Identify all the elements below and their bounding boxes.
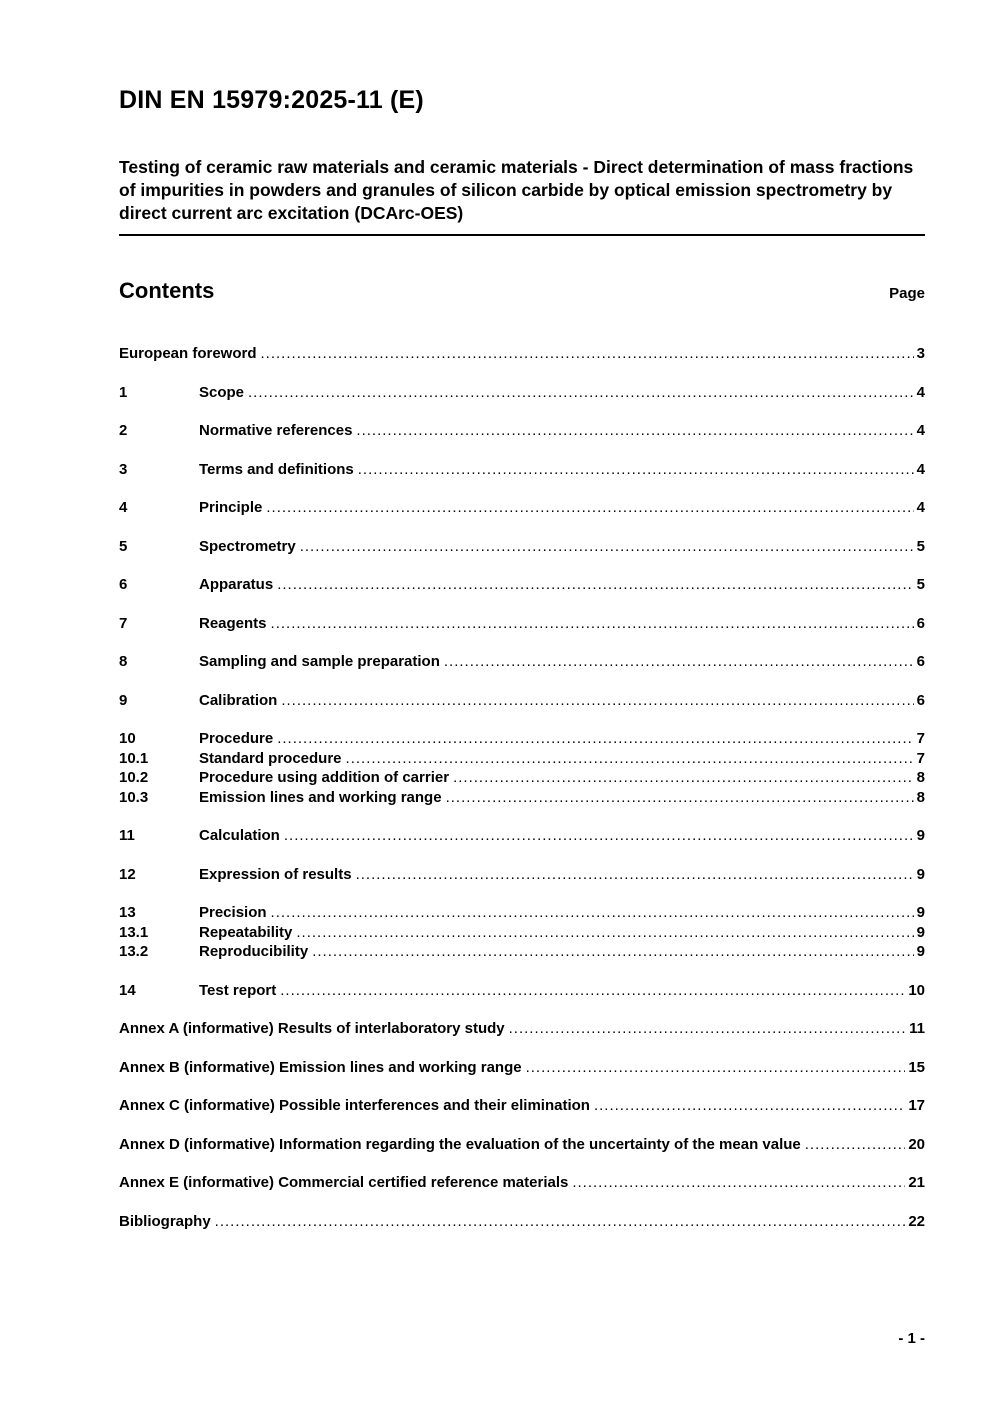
toc-entry-label: Annex D (informative) Information regarding the evaluation of the uncertainty of the mean value (119, 1135, 801, 1153)
toc-dot-leader (248, 383, 914, 403)
toc-entry (119, 614, 925, 634)
toc-entry (119, 729, 925, 749)
toc-entry-label: Reagents (199, 614, 267, 632)
toc-group (119, 575, 925, 595)
toc-entry-label: Bibliography (119, 1212, 211, 1230)
document-subtitle: Testing of ceramic raw materials and ceramic materials - Direct determination of mass fractions of impurities in powders and granules of silicon carbide by optical emission spectrometry by direct current arc excitation (DCArc-OES) (119, 156, 925, 236)
toc-entry-label: Procedure using addition of carrier (199, 769, 450, 786)
toc-group (119, 421, 925, 441)
toc-entry (119, 1135, 925, 1155)
toc-entry-page: 4 (916, 460, 925, 478)
toc-group (119, 1173, 925, 1193)
page-column-label: Page (889, 285, 925, 302)
toc-entry (119, 768, 925, 788)
toc-entry-number: 2 (119, 422, 128, 439)
contents-header (119, 278, 925, 304)
toc-dot-leader (526, 1058, 906, 1078)
toc-entry-page: 4 (916, 383, 925, 401)
toc-group (119, 614, 925, 634)
toc-dot-leader (444, 652, 914, 672)
toc-entry (119, 788, 925, 808)
toc-dot-leader (453, 768, 914, 788)
toc-entry-number: 3 (119, 460, 128, 478)
toc-dot-leader (509, 1019, 907, 1039)
toc-dot-leader (446, 788, 914, 808)
toc-entry-label: Annex C (informative) Possible interferences and their elimination (119, 1097, 590, 1114)
toc-entry-label: Test report (199, 981, 277, 999)
toc-entry-page: 6 (916, 614, 925, 632)
toc-entry-page: 8 (916, 769, 925, 786)
toc-entry-number: 9 (119, 691, 128, 709)
page-footer: - 1 - (898, 1330, 925, 1347)
toc-entry (119, 981, 925, 1001)
toc-group (119, 865, 925, 885)
toc-entry (119, 652, 925, 672)
toc-dot-leader (266, 498, 913, 518)
toc-entry (119, 460, 925, 480)
toc-group (119, 460, 925, 480)
toc-entry-label: Annex E (informative) Commercial certified reference materials (119, 1174, 569, 1191)
toc-entry (119, 903, 925, 923)
toc-group (119, 1058, 925, 1078)
toc-entry-number: 6 (119, 576, 128, 593)
toc-entry-label: Procedure (199, 730, 274, 747)
toc-entry-page: 10 (908, 981, 925, 999)
toc-entry (119, 1058, 925, 1078)
toc-entry-label: Calculation (199, 827, 280, 844)
toc-entry (119, 826, 925, 846)
toc-entry-number: 13.2 (119, 943, 149, 960)
toc-entry-label: Scope (199, 383, 245, 401)
toc-dot-leader (356, 421, 913, 441)
toc-dot-leader (358, 460, 914, 480)
toc-group (119, 537, 925, 557)
toc-entry-label: Expression of results (199, 865, 352, 883)
toc-entry-label: Reproducibility (199, 943, 309, 960)
toc-entry (119, 421, 925, 441)
toc-entry-label: Standard procedure (199, 749, 342, 767)
toc-entry-page: 4 (916, 422, 925, 439)
toc-entry (119, 749, 925, 769)
toc-entry-label: Annex B (informative) Emission lines and working range (119, 1058, 522, 1076)
toc-entry-page: 15 (908, 1058, 925, 1076)
toc-entry-number: 7 (119, 614, 128, 632)
toc-dot-leader (271, 614, 914, 634)
toc-dot-leader (215, 1212, 906, 1232)
toc-entry-number: 11 (119, 827, 135, 844)
toc-entry-page: 5 (916, 576, 925, 593)
toc-entry-page: 9 (916, 923, 925, 941)
toc-dot-leader (280, 981, 905, 1001)
toc-entry-page: 3 (916, 345, 925, 362)
toc-group (119, 344, 925, 364)
toc-entry (119, 1212, 925, 1232)
table-of-contents (119, 344, 925, 1231)
toc-dot-leader (296, 923, 913, 943)
toc-group (119, 1019, 925, 1039)
toc-entry-page: 20 (908, 1135, 925, 1153)
toc-entry-label: Normative references (199, 422, 353, 439)
toc-entry-page: 4 (916, 499, 925, 516)
toc-entry-number: 13.1 (119, 923, 149, 941)
toc-dot-leader (261, 344, 914, 364)
toc-entry-page: 9 (916, 943, 925, 960)
toc-entry-page: 22 (908, 1212, 925, 1230)
toc-entry-number: 10.3 (119, 788, 149, 806)
toc-entry-label: Calibration (199, 691, 278, 709)
toc-entry-label: Sampling and sample preparation (199, 653, 440, 670)
toc-group (119, 1096, 925, 1116)
toc-dot-leader (356, 865, 914, 885)
toc-entry (119, 1173, 925, 1193)
toc-group (119, 498, 925, 518)
toc-entry-page: 9 (916, 904, 925, 921)
document-title: DIN EN 15979:2025-11 (E) (119, 86, 424, 114)
toc-dot-leader (594, 1096, 905, 1116)
contents-heading: Contents (119, 278, 215, 303)
toc-dot-leader (271, 903, 914, 923)
toc-group (119, 383, 925, 403)
toc-entry (119, 865, 925, 885)
toc-entry-page: 5 (916, 537, 925, 555)
toc-dot-leader (312, 942, 913, 962)
toc-group (119, 826, 925, 846)
toc-entry-label: Apparatus (199, 576, 274, 593)
toc-entry-number: 10.2 (119, 769, 149, 786)
toc-entry-page: 11 (909, 1020, 925, 1037)
toc-entry-label: Spectrometry (199, 537, 296, 555)
toc-entry-page: 9 (916, 865, 925, 883)
toc-entry-page: 7 (916, 730, 925, 747)
toc-entry-label: Repeatability (199, 923, 293, 941)
toc-entry (119, 575, 925, 595)
toc-dot-leader (300, 537, 914, 557)
toc-entry (119, 923, 925, 943)
toc-group (119, 729, 925, 807)
toc-entry-label: Precision (199, 904, 267, 921)
toc-group (119, 981, 925, 1001)
toc-entry-number: 5 (119, 537, 128, 555)
toc-group (119, 652, 925, 672)
toc-entry (119, 498, 925, 518)
toc-entry (119, 344, 925, 364)
toc-dot-leader (281, 691, 913, 711)
toc-dot-leader (284, 826, 914, 846)
toc-dot-leader (346, 749, 914, 769)
toc-entry-number: 4 (119, 499, 128, 516)
toc-entry-page: 7 (916, 749, 925, 767)
toc-entry-page: 21 (908, 1174, 925, 1191)
toc-entry-label: Principle (199, 499, 263, 516)
toc-entry-number: 1 (119, 383, 128, 401)
toc-entry (119, 383, 925, 403)
toc-entry (119, 1096, 925, 1116)
toc-entry-page: 6 (916, 691, 925, 709)
toc-entry-page: 9 (916, 827, 925, 844)
toc-dot-leader (572, 1173, 905, 1193)
toc-entry (119, 691, 925, 711)
toc-group (119, 903, 925, 962)
toc-entry-number: 13 (119, 904, 136, 921)
toc-entry-number: 8 (119, 653, 128, 670)
toc-entry-page: 17 (908, 1097, 925, 1114)
toc-entry-number: 10.1 (119, 749, 149, 767)
toc-group (119, 1212, 925, 1232)
toc-group (119, 1135, 925, 1155)
toc-entry-label: Emission lines and working range (199, 788, 442, 806)
toc-entry (119, 1019, 925, 1039)
toc-entry-label: Terms and definitions (199, 460, 354, 478)
toc-entry (119, 537, 925, 557)
toc-dot-leader (277, 575, 913, 595)
toc-dot-leader (277, 729, 913, 749)
toc-entry-number: 14 (119, 981, 136, 999)
toc-entry-page: 8 (916, 788, 925, 806)
toc-entry (119, 942, 925, 962)
toc-entry-page: 6 (916, 653, 925, 670)
toc-entry-label: Annex A (informative) Results of interlaboratory study (119, 1020, 505, 1037)
toc-entry-number: 12 (119, 865, 136, 883)
toc-group (119, 691, 925, 711)
toc-dot-leader (805, 1135, 906, 1155)
toc-entry-number: 10 (119, 730, 136, 747)
toc-entry-label: European foreword (119, 345, 257, 362)
